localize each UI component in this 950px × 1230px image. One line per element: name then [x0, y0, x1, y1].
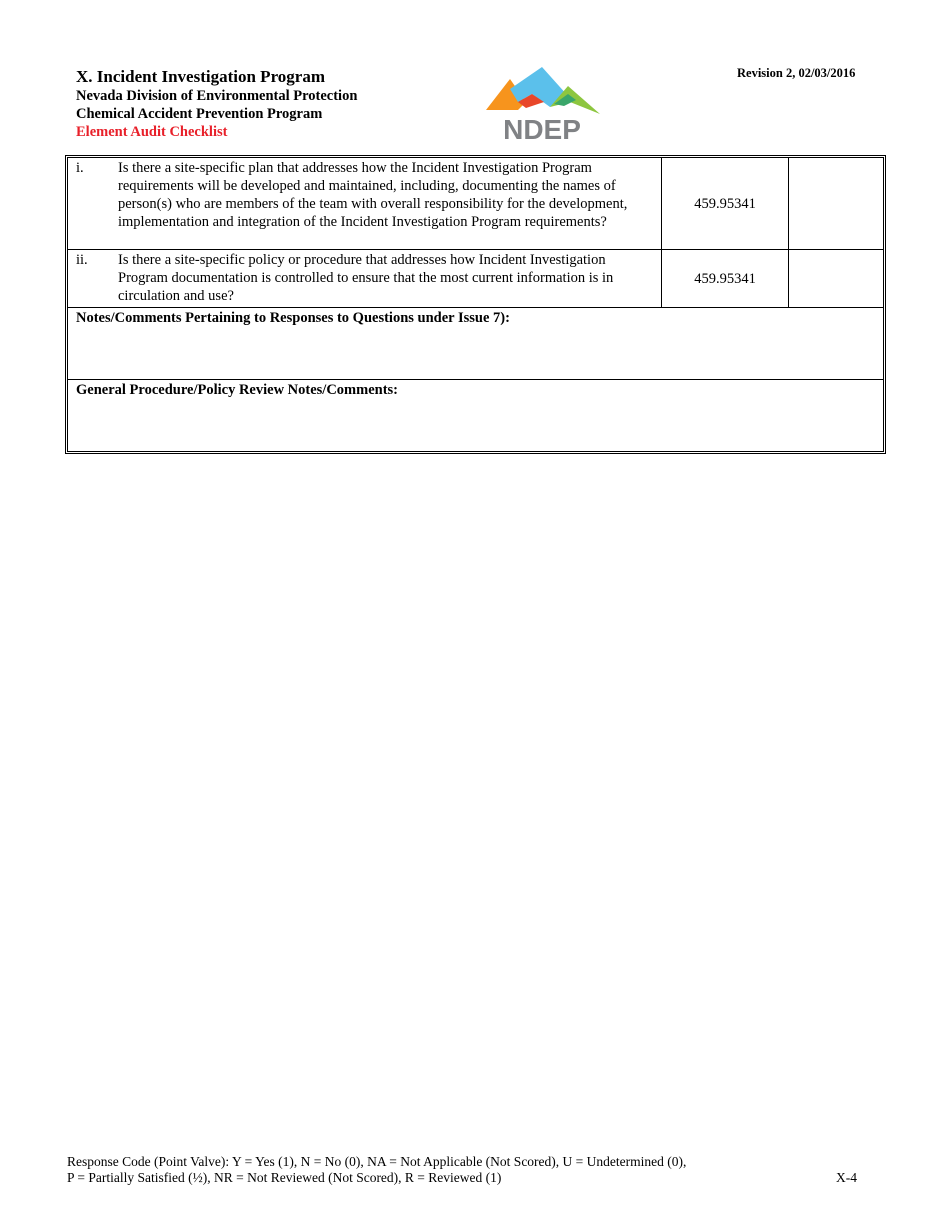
program-name: Chemical Accident Prevention Program	[76, 106, 323, 122]
question-row	[68, 250, 883, 308]
question-cell	[68, 250, 662, 307]
revision-label: Revision 2, 02/03/2016	[737, 66, 856, 80]
response-code-legend	[67, 1154, 686, 1186]
document-header	[76, 66, 357, 141]
page-number: X-4	[836, 1170, 857, 1185]
response-cell[interactable]	[789, 250, 883, 307]
reference-cell	[662, 158, 789, 249]
issue-notes-label: Notes/Comments Pertaining to Responses to Questions under Issue 7):	[76, 310, 510, 326]
general-notes-label: General Procedure/Policy Review Notes/Comments:	[76, 382, 399, 398]
checklist-name: Element Audit Checklist	[76, 124, 228, 140]
response-cell[interactable]	[789, 158, 883, 249]
agency-name: Nevada Division of Environmental Protection	[76, 88, 358, 104]
issue-notes-section[interactable]	[68, 308, 883, 380]
reference-value: 459.95341	[694, 270, 756, 287]
reference-cell	[662, 250, 789, 307]
page-title: X. Incident Investigation Program	[76, 67, 326, 86]
question-text: Is there a site-specific plan that addresses how the Incident Investigation Program requirements will be developed and maintained, including, documenting the names of person(s) who are members of the team with overall responsibility for the development, implementation and integration of the Incident Investigation Program requirements?	[118, 160, 628, 230]
question-row	[68, 158, 883, 250]
question-number: ii.	[76, 252, 88, 268]
question-number: i.	[76, 160, 84, 176]
logo-text: NDEP	[503, 114, 581, 144]
reference-value: 459.95341	[694, 195, 756, 212]
legend-line-2: P = Partially Satisfied (½), NR = Not Reviewed (Not Scored), R = Reviewed (1)	[67, 1170, 502, 1185]
question-text: Is there a site-specific policy or procedure that addresses how Incident Investigation Program documentation is controlled to ensure that the most current information is in circulation and use?	[118, 252, 614, 304]
question-cell	[68, 158, 662, 249]
legend-line-1: Response Code (Point Valve): Y = Yes (1), N = No (0), NA = Not Applicable (Not Scored), U = Undetermined (0),	[67, 1154, 687, 1169]
general-notes-section[interactable]	[68, 380, 883, 451]
ndep-logo	[484, 64, 602, 144]
audit-checklist-table	[65, 155, 886, 454]
